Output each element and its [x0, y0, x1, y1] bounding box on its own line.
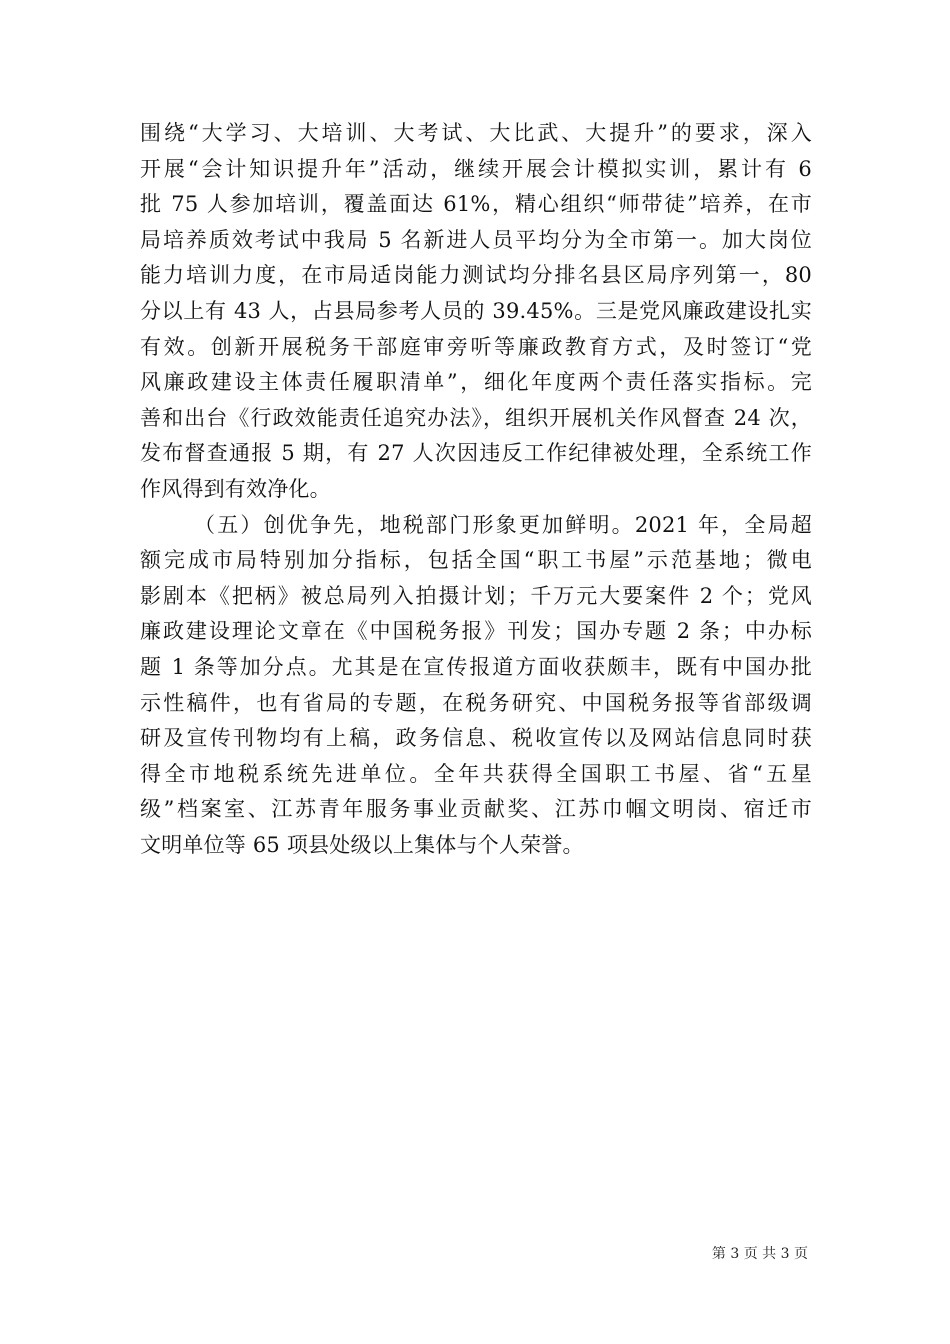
paragraph-1 [140, 116, 812, 508]
paragraph-2-line: 额完成市局特别加分指标，包括全国“职工书屋”示范基地；微电 [140, 548, 812, 573]
document-body [140, 116, 812, 863]
paragraph-2-line: 影剧本《把柄》被总局列入拍摄计划；千万元大要案件 2 个；党风 [140, 583, 812, 608]
paragraph-2 [140, 508, 812, 864]
paragraph-2-line: （五）创优争先，地税部门形象更加鲜明。2021 年，全局超 [194, 512, 812, 537]
paragraph-2-line: 研及宣传刊物均有上稿，政务信息、税收宣传以及网站信息同时获 [140, 726, 812, 751]
page-number: 第 3 页 共 3 页 [711, 1246, 808, 1262]
paragraph-1-line: 局培养质效考试中我局 5 名新进人员平均分为全市第一。加大岗位 [140, 227, 812, 252]
paragraph-2-line: 文明单位等 65 项县处级以上集体与个人荣誉。 [140, 832, 584, 857]
paragraph-2-line: 示性稿件，也有省局的专题，在税务研究、中国税务报等省部级调 [140, 690, 812, 715]
paragraph-2-line: 廉政建设理论文章在《中国税务报》刊发；国办专题 2 条；中办标 [140, 619, 812, 644]
paragraph-1-line: 风廉政建设主体责任履职清单”，细化年度两个责任落实指标。完 [140, 370, 812, 395]
paragraph-1-line: 开展“会计知识提升年”活动，继续开展会计模拟实训，累计有 6 [140, 156, 812, 181]
paragraph-2-line: 级”档案室、江苏青年服务事业贡献奖、江苏巾帼文明岗、宿迁市 [140, 797, 812, 822]
paragraph-1-line: 批 75 人参加培训，覆盖面达 61%，精心组织“师带徒”培养，在市 [140, 192, 812, 217]
paragraph-2-line: 题 1 条等加分点。尤其是在宣传报道方面收获颇丰，既有中国办批 [140, 654, 812, 679]
paragraph-1-line: 能力培训力度，在市局适岗能力测试均分排名县区局序列第一，80 [140, 263, 812, 288]
paragraph-1-line: 分以上有 43 人，占县局参考人员的 39.45%。三是党风廉政建设扎实 [140, 298, 812, 323]
paragraph-1-line: 善和出台《行政效能责任追究办法》，组织开展机关作风督查 24 次， [140, 405, 812, 430]
paragraph-1-line: 围绕“大学习、大培训、大考试、大比武、大提升”的要求，深入 [140, 121, 812, 145]
paragraph-1-line: 有效。创新开展税务干部庭审旁听等廉政教育方式，及时签订“党 [140, 334, 812, 359]
paragraph-1-line: 发布督查通报 5 期，有 27 人次因违反工作纪律被处理，全系统工作 [140, 441, 812, 466]
paragraph-1-line: 作风得到有效净化。 [140, 476, 331, 501]
paragraph-2-line: 得全市地税系统先进单位。全年共获得全国职工书屋、省“五星 [140, 761, 812, 786]
